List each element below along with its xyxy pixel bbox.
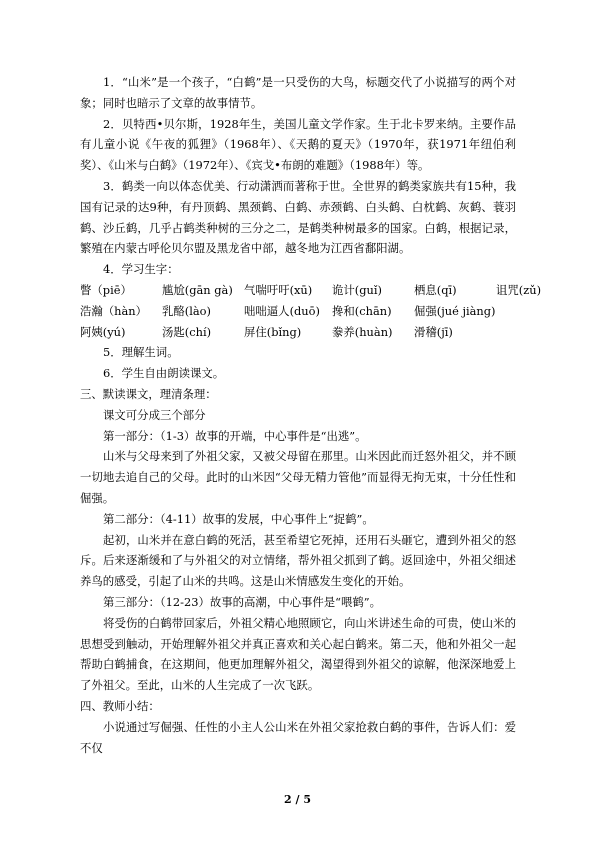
- vocab-item: 滑稽(jī): [414, 324, 453, 339]
- item-3: 3．鹤类一向以体态优美、行动潇洒而著称于世。全世界的鹤类家族共有15种，我国有记录的达9种，有丹顶鹤、黑颈鹤、白鹤、赤颈鹤、白头鹤、白枕鹤、灰鹤、蓑羽鹤、沙丘鹤，几乎占鹤类种树的三分之二，是鹤类种树最多的国家。白鹤，根据记录，繁殖在内蒙古呼伦贝尔盟及黑龙省中部，越冬地为江西省鄱阳湖。: [80, 178, 516, 256]
- item-4: 4．学习生字：: [103, 262, 179, 277]
- vocab-item: 屏住(bǐng): [244, 324, 302, 339]
- item-6: 6．学生自由朗读课文。: [103, 366, 225, 381]
- section-3-heading: 三、默读课文，理清条理：: [80, 386, 217, 401]
- vocab-item: 栖息(qī): [414, 282, 457, 297]
- part-1-text: 山米与父母来到了外祖父家，又被父母留在那里。山米因此而迁怒外祖父，并不顾一切地去追自己的父母。此时的山米因“父母无精力管他”而显得无拘无束，十分任性和倔强。: [80, 449, 516, 505]
- vocab-row: 瞥（piē） 尴尬(gān gà) 气喘吁吁(xū) 诡计(guǐ) 栖息(qī) 诅咒(zǔ): [80, 280, 516, 301]
- item-2: 2．贝特西•贝尔斯，1928年生，美国儿童文学作家。生于北卡罗来纳。主要作品有儿童小说《午夜的狐狸》（1968年）、《天鹅的夏天》（1970年，获1971年纽伯利奖）、《山米与白鹤》（1972年）、《宾戈•布朗的难题》（1988年）等。: [80, 116, 516, 173]
- part-2-text: 起初，山米并在意白鹤的死活，甚至希望它死掉，还用石头砸它，遭到外祖父的怒斥。后来逐渐缓和了与外祖父的对立情绪，帮外祖父抓到了鹤。返回途中，外祖父细述养鸟的感受，引起了山米的共鸣。这是山米情感发生变化的开始。: [80, 532, 516, 589]
- vocab-item: 诡计(guǐ): [332, 282, 382, 297]
- page-number: 2 / 5: [284, 793, 311, 806]
- vocab-table: [80, 280, 542, 342]
- section-3-intro: 课文可分成三个部分: [103, 407, 206, 422]
- vocab-item: 豢养(huàn): [332, 324, 393, 339]
- vocab-item: 汤匙(chí): [162, 324, 212, 339]
- vocab-item: 浩瀚（hàn）: [80, 303, 148, 318]
- part-3-title: 第三部分：（12-23）故事的高潮，中心事件是“喂鹤”。: [103, 594, 381, 609]
- item-1: 1．“山米”是一个孩子，“白鹤”是一只受伤的大鸟，标题交代了小说描写的两个对象；同时也暗示了文章的故事情节。: [80, 75, 516, 110]
- document-body: [80, 72, 542, 758]
- vocab-item: 搀和(chān): [332, 303, 392, 318]
- item-5: 5．理解生词。: [103, 345, 179, 360]
- part-1-title: 第一部分：（1-3）故事的开端，中心事件是“出逃”。: [103, 428, 367, 443]
- part-2-title: 第二部分：（4-11）故事的发展，中心事件上“捉鹤”。: [103, 511, 374, 526]
- vocab-item: 咄咄逼人(duō): [244, 303, 320, 318]
- vocab-item: 乳酪(lào): [162, 303, 211, 318]
- vocab-item: 瞥（piē）: [80, 282, 132, 297]
- vocab-item: 气喘吁吁(xū): [244, 282, 313, 297]
- vocab-item: 倔强(jué jiàng): [414, 303, 496, 318]
- vocab-row: [80, 301, 516, 322]
- vocab-item: 尴尬(gān gà): [162, 282, 233, 297]
- section-4-heading: 四、教师小结：: [80, 698, 160, 713]
- part-3-text: 将受伤的白鹤带回家后，外祖父精心地照顾它，向山米讲述生命的可贵，使山米的思想受到触动，开始理解外祖父并真正喜欢和关心起白鹤来。第二天，他和外祖父一起帮助白鹤捕食，在这期间，他更加理解外祖父，渴望得到外祖父的谅解，他深深地爱上了外祖父。至此，山米的人生完成了一次飞跃。: [80, 615, 516, 693]
- vocab-item: 阿姨(yú): [80, 324, 126, 339]
- vocab-row: [80, 322, 516, 343]
- section-4-text: 小说通过写倔强、任性的小主人公山米在外祖父家抢救白鹤的事件，告诉人们：爱不仅: [80, 719, 516, 755]
